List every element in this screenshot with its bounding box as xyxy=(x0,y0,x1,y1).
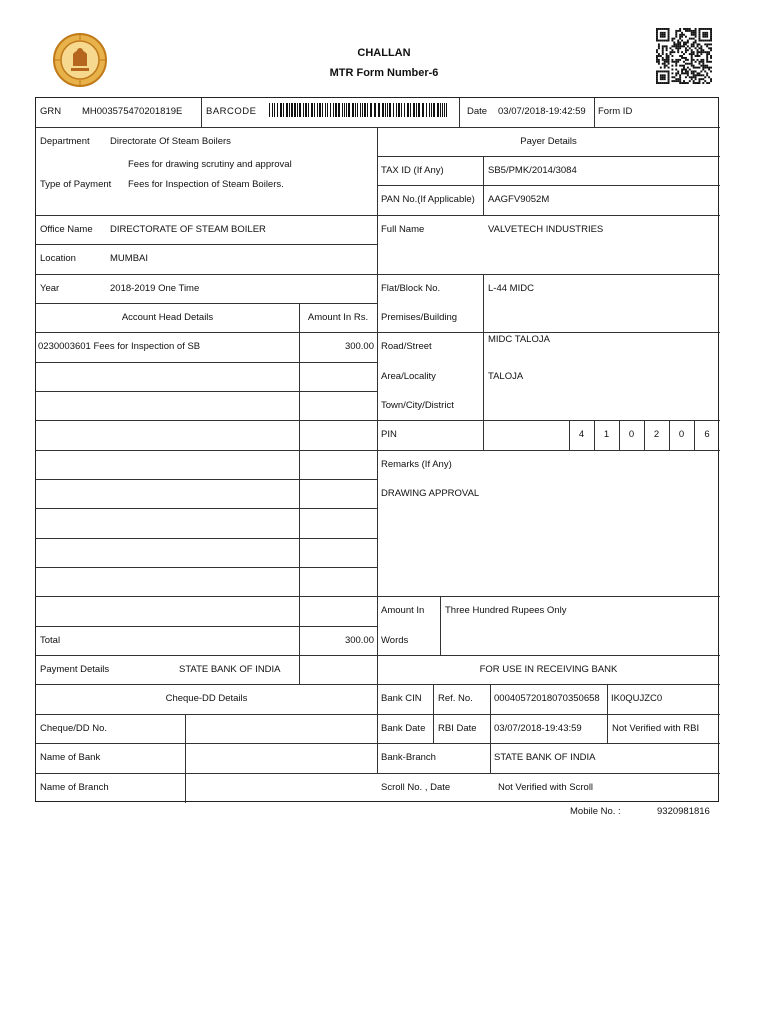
account-head-row: 0230003601 Fees for Inspection of SB xyxy=(38,341,201,352)
date-value: 03/07/2018-19:42:59 xyxy=(498,106,586,117)
premises-label: Premises/Building xyxy=(381,312,458,323)
total-value: 300.00 xyxy=(344,635,374,646)
year-label: Year xyxy=(40,283,60,294)
pan-label: PAN No.(If Applicable) xyxy=(381,194,475,205)
challan-form xyxy=(35,97,719,802)
date-label: Date xyxy=(467,106,488,117)
amount-words-label: Amount In xyxy=(381,605,425,616)
area-value: TALOJA xyxy=(488,371,524,382)
year-value: 2018-2019 One Time xyxy=(110,283,200,294)
road-value: MIDC TALOJA xyxy=(488,334,550,345)
grn-label: GRN xyxy=(40,106,62,117)
pin-digit: 2 xyxy=(653,429,660,440)
barcode-icon xyxy=(269,103,449,117)
grn-value: MH003575470201819E xyxy=(82,106,183,117)
pin-digit: 6 xyxy=(704,429,710,440)
tax-id-label: TAX ID (If Any) xyxy=(381,165,444,176)
account-head-header: Account Head Details xyxy=(121,312,214,323)
amount-words-value: Three Hundred Rupees Only xyxy=(445,605,567,616)
bank-branch-label: Bank-Branch xyxy=(381,752,436,763)
page-title: CHALLAN xyxy=(357,47,411,59)
pin-label: PIN xyxy=(381,429,397,440)
receiving-bank-header: FOR USE IN RECEIVING BANK xyxy=(479,664,618,675)
cheque-no-label: Cheque/DD No. xyxy=(40,723,108,734)
payer-details-header: Payer Details xyxy=(520,136,577,147)
payment-type-1: Fees for drawing scrutiny and approval xyxy=(128,159,292,170)
bank-branch-value: STATE BANK OF INDIA xyxy=(494,752,596,763)
pin-digit: 0 xyxy=(678,429,685,440)
road-label: Road/Street xyxy=(381,341,432,352)
tax-id-value: SB5/PMK/2014/3084 xyxy=(488,165,577,176)
pin-digit: 0 xyxy=(628,429,635,440)
remarks-value: DRAWING APPROVAL xyxy=(381,488,480,499)
office-name-label: Office Name xyxy=(40,224,93,235)
scroll-label: Scroll No. , Date xyxy=(381,782,451,793)
amount-header: Amount In Rs. xyxy=(307,312,369,323)
flat-value: L-44 MIDC xyxy=(488,283,534,294)
barcode-label: BARCODE xyxy=(206,106,257,117)
town-label: Town/City/District xyxy=(381,400,454,411)
mobile-value: 9320981816 xyxy=(657,806,710,817)
bank-date-label: Bank Date xyxy=(381,723,426,734)
amount-words-label-2: Words xyxy=(381,635,409,646)
payment-type-2: Fees for Inspection of Steam Boilers. xyxy=(128,179,284,190)
department-value: Directorate Of Steam Boilers xyxy=(110,136,231,147)
pan-value: AAGFV9052M xyxy=(488,194,550,205)
location-value: MUMBAI xyxy=(110,253,148,264)
bank-date-value: 03/07/2018-19:43:59 xyxy=(494,723,582,734)
pin-digit: 1 xyxy=(603,429,610,440)
ref-no-label: Ref. No. xyxy=(438,693,473,704)
maharashtra-emblem-icon xyxy=(52,32,108,88)
remarks-label: Remarks (If Any) xyxy=(381,459,452,470)
qr-code-icon xyxy=(656,28,712,84)
full-name-label: Full Name xyxy=(381,224,425,235)
ref-no-value: 00040572018070350658 xyxy=(494,693,600,704)
total-label: Total xyxy=(40,635,61,646)
location-label: Location xyxy=(40,253,76,264)
type-of-payment-label: Type of Payment xyxy=(40,179,112,190)
flat-label: Flat/Block No. xyxy=(381,283,441,294)
rbi-date-label: RBI Date xyxy=(438,723,477,734)
scroll-value: Not Verified with Scroll xyxy=(498,782,594,793)
full-name-value: VALVETECH INDUSTRIES xyxy=(488,224,604,235)
area-label: Area/Locality xyxy=(381,371,436,382)
cheque-dd-header: Cheque-DD Details xyxy=(165,693,248,704)
account-amount-row: 300.00 xyxy=(344,341,374,352)
mobile-label: Mobile No. : xyxy=(570,806,621,817)
office-name-value: DIRECTORATE OF STEAM BOILER xyxy=(110,224,266,235)
bank-name-label: Name of Bank xyxy=(40,752,101,763)
ref-code-value: IK0QUJZC0 xyxy=(611,693,663,704)
payment-details-label: Payment Details xyxy=(40,664,110,675)
page-subtitle: MTR Form Number-6 xyxy=(329,67,439,79)
rbi-date-value: Not Verified with RBI xyxy=(612,723,700,734)
department-label: Department xyxy=(40,136,90,147)
bank-cin-label: Bank CIN xyxy=(381,693,422,704)
branch-name-label: Name of Branch xyxy=(40,782,109,793)
pin-digit: 4 xyxy=(578,429,585,440)
form-id-label: Form ID xyxy=(598,106,633,117)
payment-details-value: STATE BANK OF INDIA xyxy=(179,664,281,675)
